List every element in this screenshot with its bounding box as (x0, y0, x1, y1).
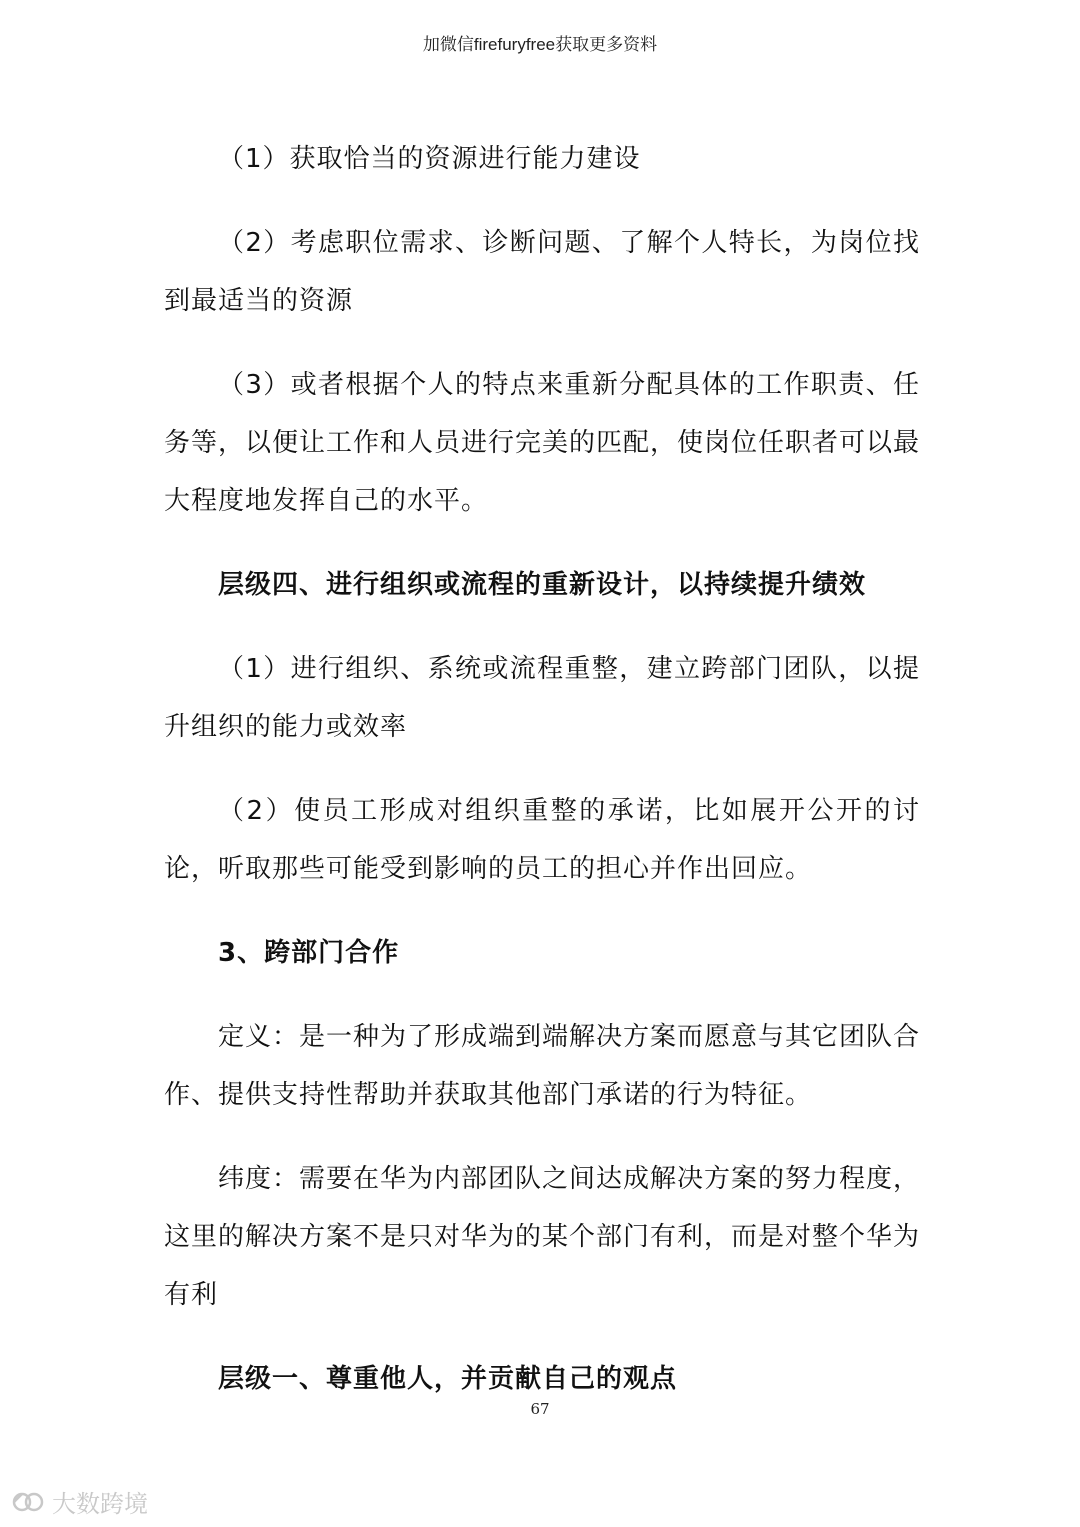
page-number: 67 (530, 1400, 550, 1418)
paragraph: （2）考虑职位需求、诊断问题、了解个人特长，为岗位找到最适当的资源 (164, 228, 920, 316)
brand-logo-icon (12, 1490, 46, 1514)
header-note: 加微信firefuryfree获取更多资料 (422, 35, 658, 54)
watermark (12, 1484, 148, 1519)
document-body (164, 130, 920, 1434)
paragraph: 纬度：需要在华为内部团队之间达成解决方案的努力程度，这里的解决方案不是只对华为的某个部门有利，而是对整个华为有利 (164, 1164, 921, 1310)
paragraph: （1）获取恰当的资源进行能力建设 (218, 144, 641, 174)
watermark-text: 大数跨境 (52, 1490, 148, 1518)
paragraph: （2）使员工形成对组织重整的承诺，比如展开公开的讨论，听取那些可能受到影响的员工的担心并作出回应。 (164, 796, 920, 884)
paragraph: （1）进行组织、系统或流程重整，建立跨部门团队，以提升组织的能力或效率 (164, 654, 920, 742)
section-heading: 层级四、进行组织或流程的重新设计，以持续提升绩效 (218, 570, 867, 600)
section-heading: 层级一、尊重他人，并贡献自己的观点 (218, 1364, 678, 1394)
paragraph: 定义：是一种为了形成端到端解决方案而愿意与其它团队合作、提供支持性帮助并获取其他部门承诺的行为特征。 (164, 1022, 921, 1110)
paragraph: （3）或者根据个人的特点来重新分配具体的工作职责、任务等，以便让工作和人员进行完美的匹配，使岗位任职者可以最大程度地发挥自己的水平。 (164, 370, 921, 516)
section-heading: 3、跨部门合作 (218, 938, 400, 968)
